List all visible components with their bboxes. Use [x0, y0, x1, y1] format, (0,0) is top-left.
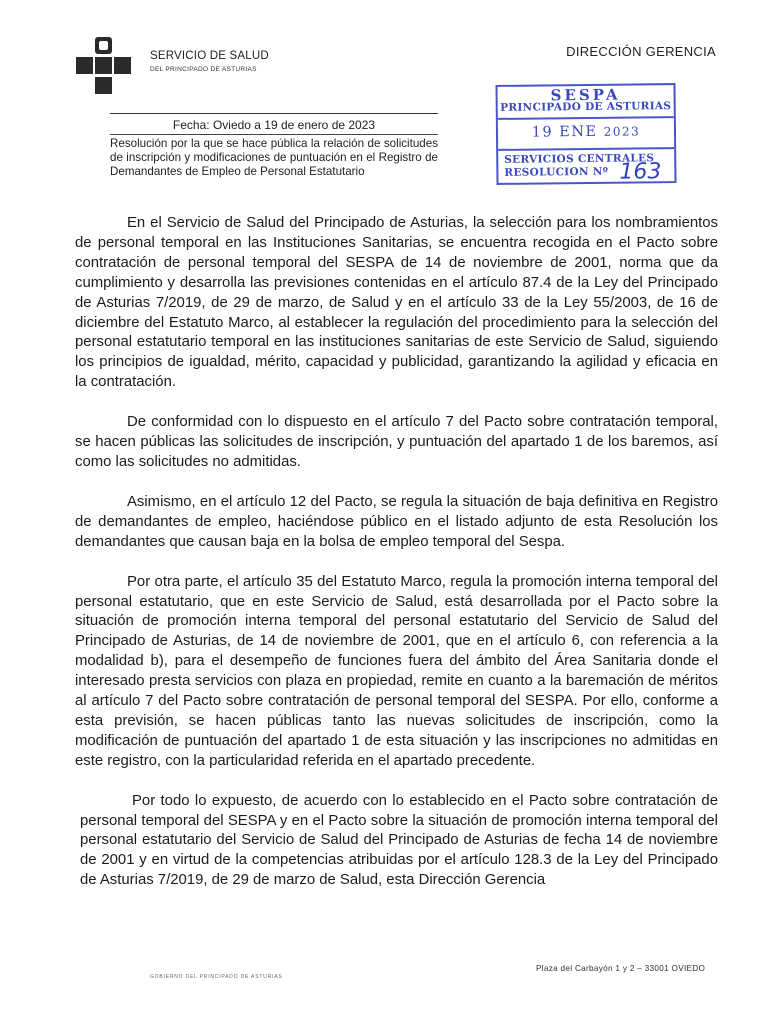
body-paragraph: Por otra parte, el artículo 35 del Estatuto Marco, regula la promoción interna temporal del personal estatutario, que en este Servicio de Salud, está desarrollada por el Pacto sobre la situación de promoción interna temporal del personal estatutario del Servicio de Salud del Principado de Asturias, de 14 de noviembre de 2001, que en el artículo 6, con referencia a la modalidad b), para el desempeño de funciones fuera del ámbito del Área Sanitaria donde el interesado presta servicios con plaza en propiedad, remite en cuanto a la baremación de méritos al artículo 7 del Pacto sobre contratación de personal temporal del SESPA. Por ello, conforme a esta previsión, se hacen públicas tanto las nuevas solicitudes de inscripción, como la modificación de puntuación del apartado 1 de esta situación y las inscripciones no admitidas en este registro, con la particularidad referida en el apartado precedente.: [75, 573, 718, 769]
header-box: [110, 113, 438, 179]
org-subtitle: DEL PRINCIPADO DE ASTURIAS: [150, 66, 257, 73]
stamp-resolution-label: RESOLUCION Nº: [504, 165, 609, 179]
resolution-subject: Resolución por la que se hace pública la relación de solicitudes de inscripción y modificaciones de puntuación en el Registro de Demandantes de Empleo de Personal Estatutario: [110, 134, 438, 179]
stamp-divider: [498, 116, 674, 119]
stamp-resolution-number: 163: [619, 159, 662, 185]
footer-address: Plaza del Carbayón 1 y 2 – 33001 OVIEDO: [536, 964, 706, 973]
stamp-date-year: 2023: [603, 124, 641, 139]
date-line: Fecha: Oviedo a 19 de enero de 2023: [172, 118, 376, 132]
footer-government: GOBIERNO DEL PRINCIPADO DE ASTURIAS: [150, 974, 283, 980]
body-paragraph: Asimismo, en el artículo 12 del Pacto, se regula la situación de baja definitiva en Registro de demandantes de empleo, haciéndose público en el listado adjunto de esta Resolución los demandantes que causan baja en la bolsa de empleo temporal del Sespa.: [75, 493, 718, 550]
body-paragraph: De conformidad con lo dispuesto en el artículo 7 del Pacto sobre contratación temporal, se hacen públicas las solicitudes de inscripción, y puntuación del apartado 1 de los baremos, así como las solicitudes no admitidas.: [75, 414, 718, 470]
stamp-services: SERVICIOS CENTRALES: [504, 152, 655, 166]
registry-stamp: [495, 83, 676, 185]
stamp-subtitle: PRINCIPADO DE ASTURIAS: [500, 100, 672, 114]
body-paragraph: En el Servicio de Salud del Principado de Asturias, la selección para los nombramientos de personal temporal en las Instituciones Sanitarias, se encuentra recogida en el Pacto sobre contratación de personal temporal del SESPA de 14 de noviembre de 2001, norma que da cumplimiento y desarrolla las previsiones contenidas en el artículo 87.4 de la Ley del Principado de Asturias 7/2019, de 29 de marzo, de Salud y en el artículo 33 de la Ley 55/2003, de 16 de diciembre del Estatuto Marco, al establecer la regulación del procedimiento para la selección del personal estatutario temporal en las instituciones sanitarias de este Servicio de Salud, siguiendo los principios de igualdad, mérito, capacidad y publicidad, garantizando la agilidad y eficacia en la contratación.: [75, 215, 718, 391]
servicio-salud-logo-icon: [74, 36, 132, 96]
body-paragraph: Por todo lo expuesto, de acuerdo con lo establecido en el Pacto sobre contratación de personal temporal del SESPA y en el Pacto sobre la situación de promoción interna temporal del personal estatutario del Servicio de Salud del Principado de Asturias de fecha 14 de noviembre de 2001 y en virtud de la competencias atribuidas por el artículo 128.3 de la Ley del Principado de Asturias 7/2019, de 29 de marzo de Salud, esta Dirección Gerencia: [80, 792, 718, 889]
stamp-date-day-month: 19 ENE: [531, 123, 598, 141]
document-body: [75, 214, 718, 911]
stamp-date: [498, 123, 674, 141]
stamp-divider: [498, 147, 674, 150]
direction-label: DIRECCIÓN GERENCIA: [566, 44, 716, 59]
org-name: SERVICIO DE SALUD: [150, 50, 269, 62]
stamp-title: SESPA: [550, 85, 621, 105]
